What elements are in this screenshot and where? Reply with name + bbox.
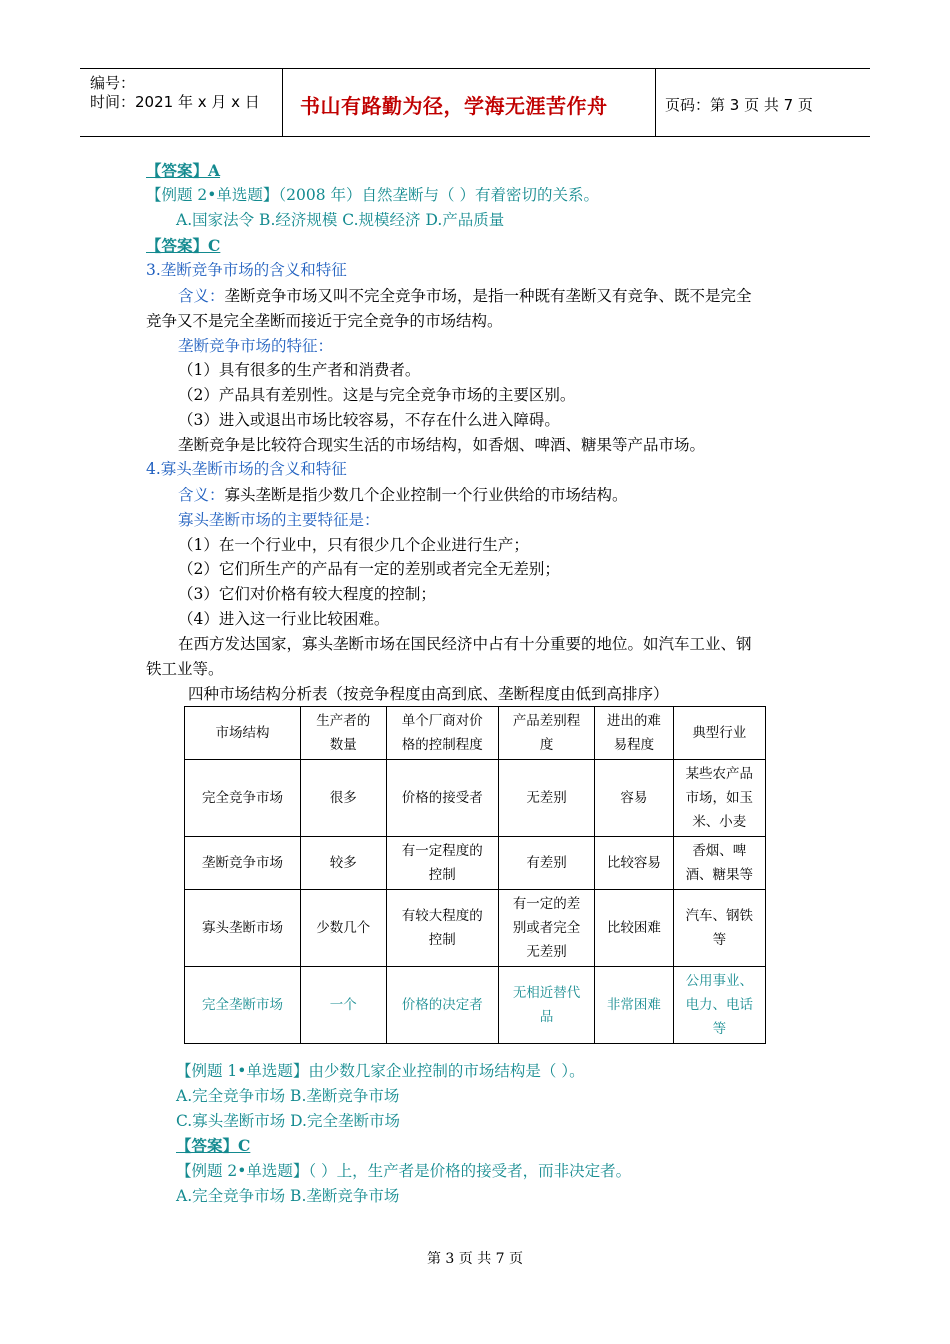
table-cell: 价格的接受者 [386,760,498,837]
section3-note: 垄断竞争是比较符合现实生活的市场结构，如香烟、啤酒、糖果等产品市场。 [178,436,706,454]
table-caption: 四种市场结构分析表（按竞争程度由高到底、垄断程度由低到高排序） [188,685,669,703]
example2-options: A.国家法令 B.经济规模 C.规模经济 D.产品质量 [176,211,505,229]
page-footer: 第 3 页 共 7 页 [426,1251,524,1267]
table-cell: 某些农产品 市场，如玉 米、小麦 [673,760,765,837]
market-structure-table [184,706,766,1044]
table-header-cell: 单个厂商对价 格的控制程度 [386,707,498,760]
example1-question: 【例题 1•单选题】由少数几家企业控制的市场结构是（ ）。 [176,1062,585,1080]
table-cell: 比较困难 [595,890,673,967]
section4-def-text: 寡头垄断是指少数几个企业控制一个行业供给的市场结构。 [224,486,628,504]
section4-title: 4.寡头垄断市场的含义和特征 [146,460,347,478]
section3-feature-2: （2）产品具有差别性。这是与完全竞争市场的主要区别。 [178,386,576,404]
example2b-options: A.完全竞争市场 B.垄断竞争市场 [176,1187,400,1205]
table-cell: 无差别 [498,760,594,837]
table-cell: 价格的决定者 [386,967,498,1044]
table-cell: 比较容易 [595,837,673,890]
table-header-cell: 产品差别程 度 [498,707,594,760]
header-divider-left [282,68,283,136]
table-header-cell: 生产者的 数量 [300,707,386,760]
table-cell: 容易 [595,760,673,837]
section4-def-label: 含义： [178,486,225,504]
answer-a: 【答案】A [146,161,221,180]
answer-c-2: 【答案】C [176,1136,251,1155]
section3-def-label: 含义： [178,287,225,305]
header-time-label: 时间：2021 年 x 月 x 日 [90,93,260,111]
section3-definition-cont: 竞争又不是完全垄断而接近于完全竞争的市场结构。 [146,312,503,330]
header-top-rule [80,68,870,69]
table-row [185,837,766,890]
table-cell: 有一定程度的 控制 [386,837,498,890]
table-header-cell: 典型行业 [673,707,765,760]
table-cell: 寡头垄断市场 [185,890,301,967]
table-cell: 有一定的差 别或者完全 无差别 [498,890,594,967]
table-cell: 香烟、啤 酒、糖果等 [673,837,765,890]
header-bottom-rule [80,136,870,137]
table-row [185,967,766,1044]
section4-feature-1: （1）在一个行业中，只有很少几个企业进行生产； [178,536,529,554]
header-motto: 书山有路勤为径，学海无涯苦作舟 [300,94,608,118]
section4-note-cont: 铁工业等。 [146,660,224,678]
section3-title: 3.垄断竞争市场的含义和特征 [146,261,347,279]
table-row [185,760,766,837]
table-header-row [185,707,766,760]
table-cell: 无相近替代 品 [498,967,594,1044]
example2b-question: 【例题 2•单选题】（ ）上，生产者是价格的接受者，而非决定者。 [176,1162,632,1180]
header-page-label: 页码：第 3 页 共 7 页 [665,96,813,114]
table-cell: 有较大程度的 控制 [386,890,498,967]
section3-feature-3: （3）进入或退出市场比较容易，不存在什么进入障碍。 [178,411,560,429]
section4-note: 在西方发达国家，寡头垄断市场在国民经济中占有十分重要的地位。如汽车工业、钢 [178,635,752,653]
table-header-cell: 进出的难 易程度 [595,707,673,760]
section4-feature-3: （3）它们对价格有较大程度的控制； [178,585,436,603]
table-cell: 垄断竞争市场 [185,837,301,890]
section3-def-text: 垄断竞争市场又叫不完全竞争市场，是指一种既有垄断又有竞争、既不是完全 [224,287,752,305]
table-cell: 完全竞争市场 [185,760,301,837]
header-divider-right [655,68,656,136]
section4-features-title: 寡头垄断市场的主要特征是： [178,511,380,529]
section4-definition [178,484,628,506]
example1-options-1: A.完全竞争市场 B.垄断竞争市场 [176,1087,400,1105]
table-cell: 完全垄断市场 [185,967,301,1044]
table-cell: 少数几个 [300,890,386,967]
example1-options-2: C.寡头垄断市场 D.完全垄断市场 [176,1112,400,1130]
table-cell: 很多 [300,760,386,837]
section3-features-title: 垄断竞争市场的特征： [178,337,334,355]
table-cell: 汽车、钢铁 等 [673,890,765,967]
answer-c-1: 【答案】C [146,236,221,255]
header-number-label: 编号： [90,74,136,92]
section3-definition [178,285,752,307]
table-cell: 较多 [300,837,386,890]
table-header-cell: 市场结构 [185,707,301,760]
table-cell: 非常困难 [595,967,673,1044]
table-cell: 一个 [300,967,386,1044]
section3-feature-1: （1）具有很多的生产者和消费者。 [178,361,421,379]
table-row [185,890,766,967]
section4-feature-4: （4）进入这一行业比较困难。 [178,610,390,628]
table-cell: 有差别 [498,837,594,890]
section4-feature-2: （2）它们所生产的产品有一定的差别或者完全无差别； [178,560,560,578]
table-cell: 公用事业、 电力、电话 等 [673,967,765,1044]
example2-question: 【例题 2•单选题】（2008 年）自然垄断与（ ）有着密切的关系。 [146,186,599,204]
